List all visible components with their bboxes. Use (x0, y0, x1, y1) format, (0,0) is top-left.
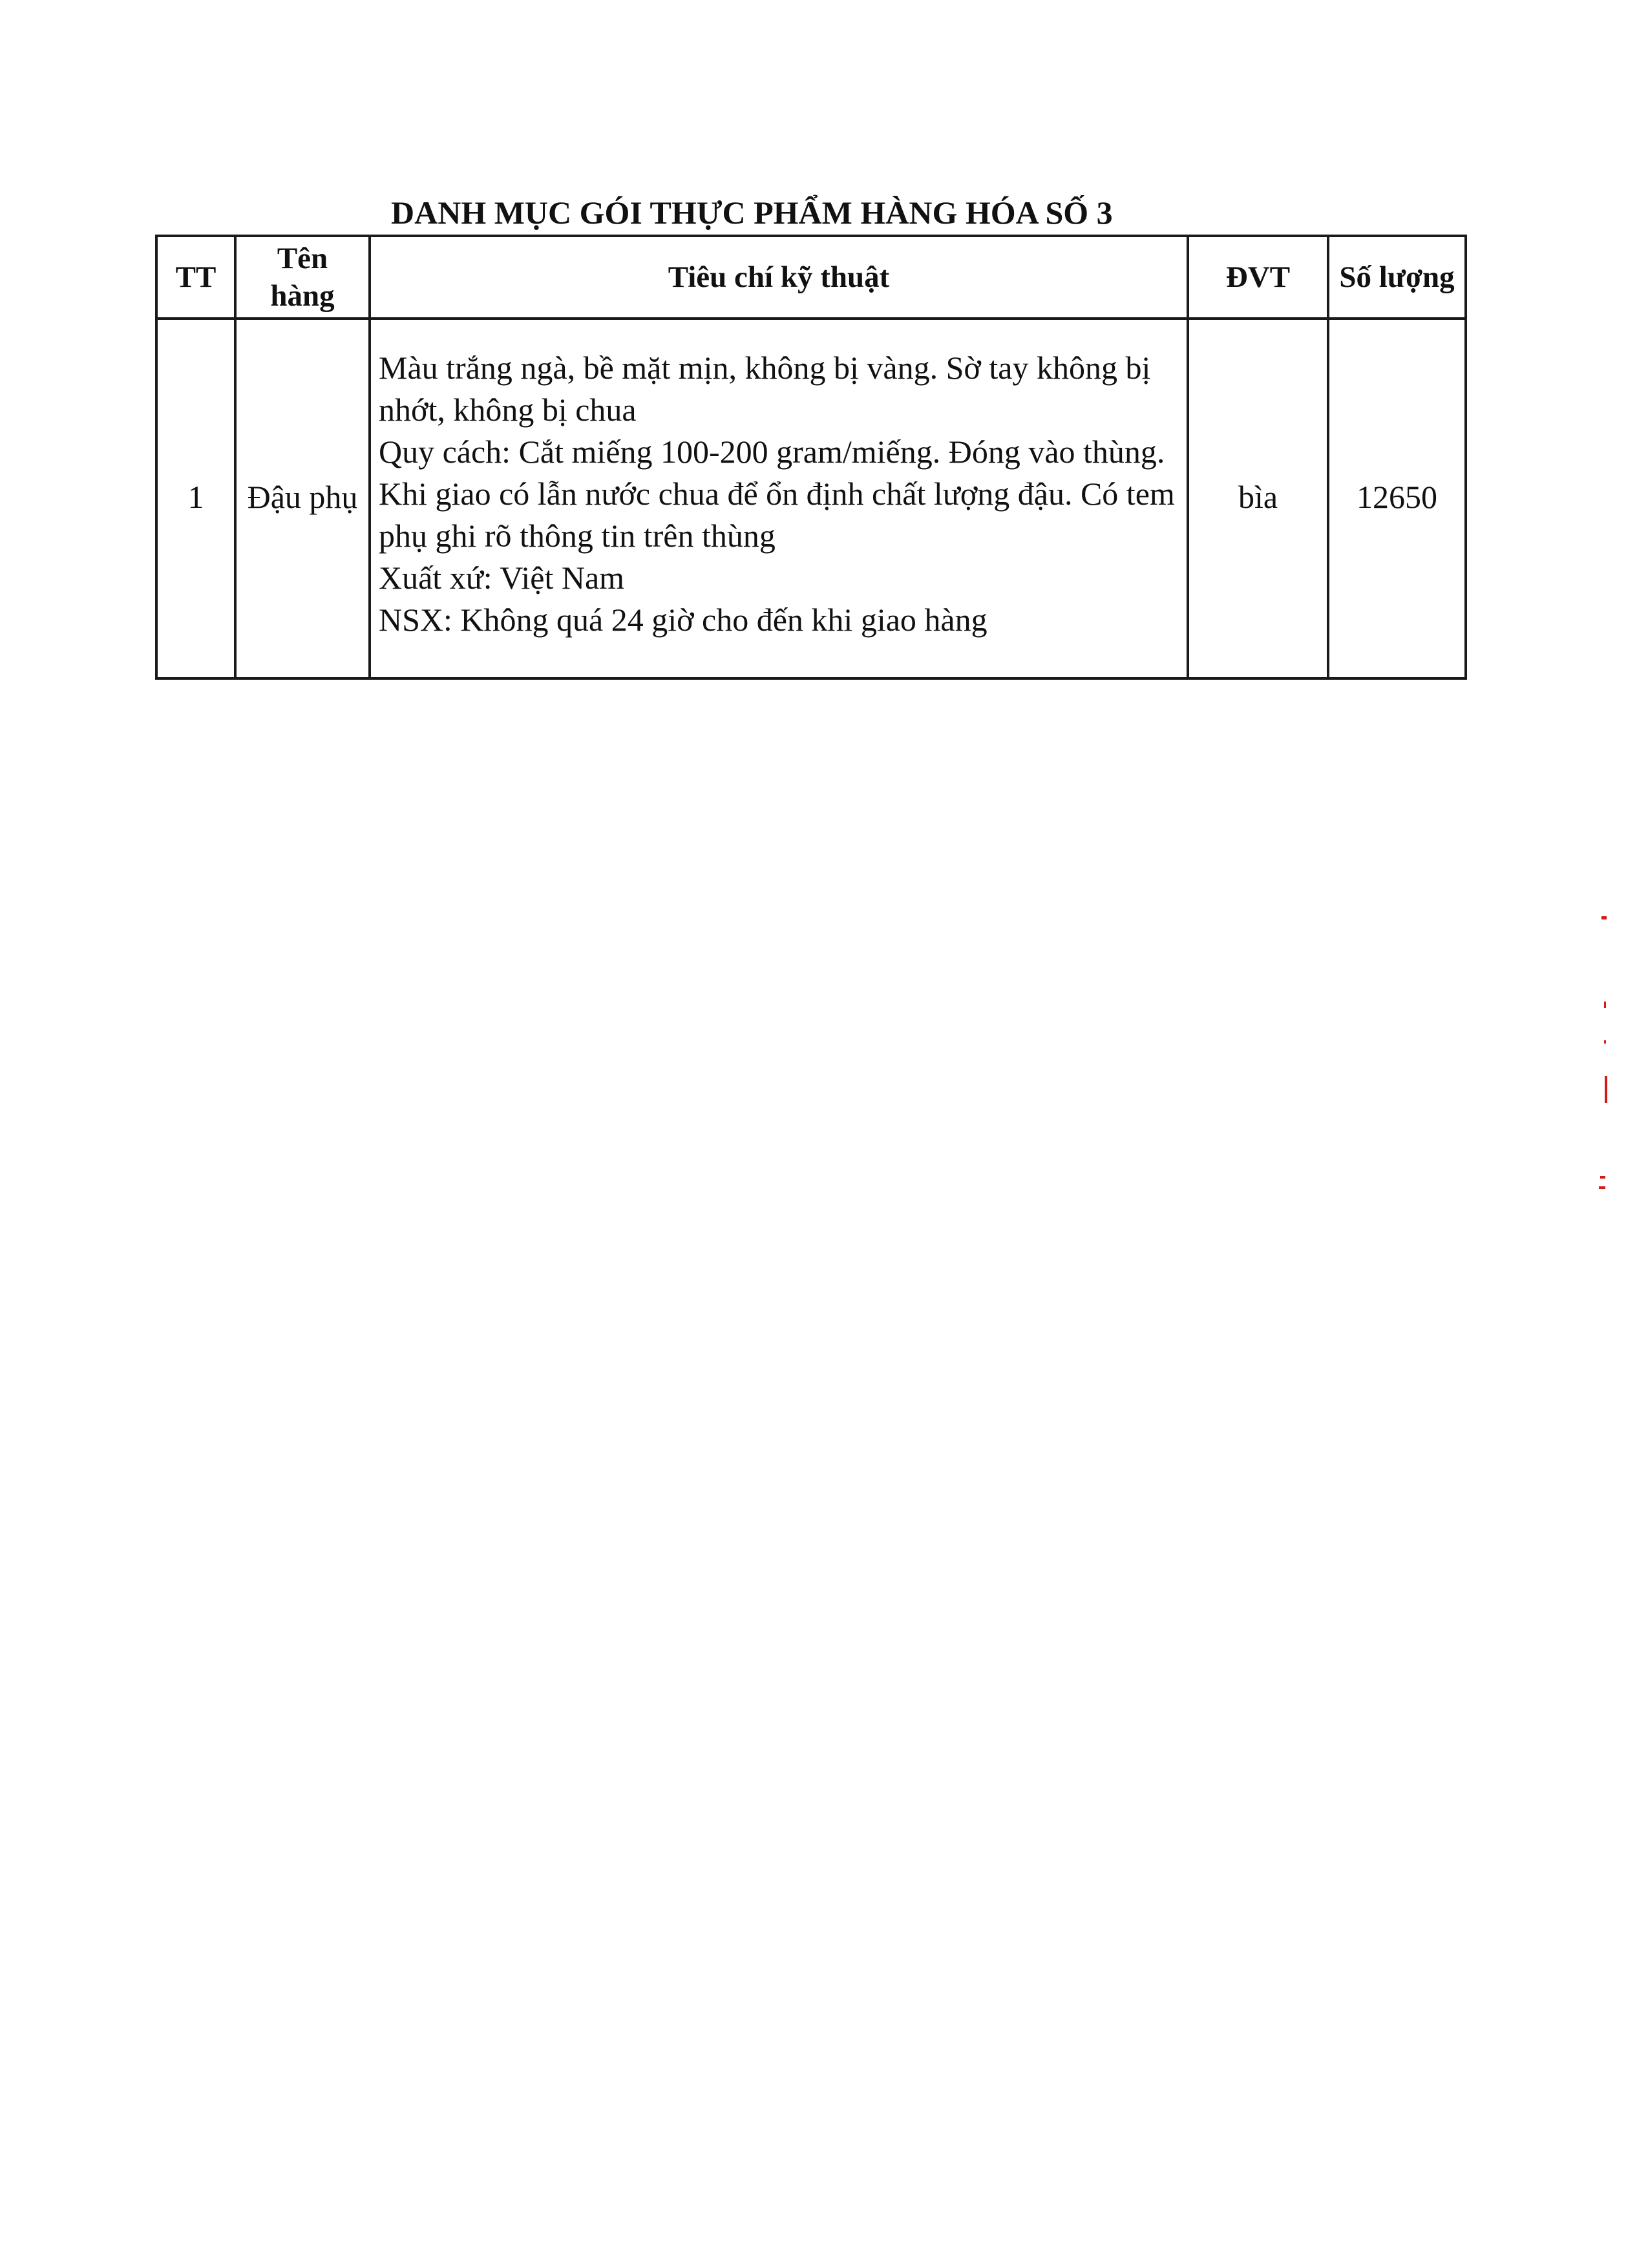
criteria-line: nhớt, không bị chua (379, 392, 637, 428)
header-product-name-line1: Tên (277, 242, 328, 275)
document-title: DANH MỤC GÓI THỰC PHẨM HÀNG HÓA SỐ 3 (391, 194, 1113, 231)
header-tt: TT (156, 236, 235, 319)
criteria-line: Màu trắng ngà, bề mặt mịn, không bị vàng. Sờ tay không bị (379, 350, 1151, 386)
scan-mark (1605, 1076, 1607, 1103)
scan-mark (1604, 1040, 1606, 1044)
row-product-name-cell (235, 319, 370, 678)
row-criteria (379, 320, 1180, 641)
scan-mark (1604, 1002, 1606, 1008)
product-spec-table (155, 235, 1467, 680)
row-unit-cell (1188, 319, 1328, 678)
scan-mark (1601, 916, 1607, 919)
row-criteria-cell (370, 319, 1188, 678)
table-row (156, 319, 1466, 678)
criteria-line: Quy cách: Cắt miếng 100-200 gram/miếng. Đóng vào thùng. (379, 434, 1165, 470)
table-header-row (156, 236, 1466, 319)
header-product-name-line2: hàng (270, 279, 335, 313)
criteria-line: Khi giao có lẫn nước chua để ổn định chất lượng đậu. Có tem (379, 476, 1175, 512)
scan-mark (1599, 1186, 1605, 1189)
criteria-line: Xuất xứ: Việt Nam (379, 560, 625, 596)
row-quantity: 12650 (1357, 479, 1437, 515)
row-unit: bìa (1238, 479, 1278, 515)
row-tt: 1 (187, 479, 204, 515)
header-quantity: Số lượng (1328, 236, 1466, 319)
header-unit: ĐVT (1188, 236, 1328, 319)
scan-mark (1600, 1176, 1605, 1179)
row-tt-cell (156, 319, 235, 678)
criteria-line: phụ ghi rõ thông tin trên thùng (379, 518, 776, 554)
header-technical-criteria: Tiêu chí kỹ thuật (370, 236, 1188, 319)
criteria-line: NSX: Không quá 24 giờ cho đến khi giao hàng (379, 602, 988, 638)
row-product-name: Đậu phụ (247, 479, 358, 515)
header-product-name (235, 236, 370, 319)
row-quantity-cell (1328, 319, 1466, 678)
